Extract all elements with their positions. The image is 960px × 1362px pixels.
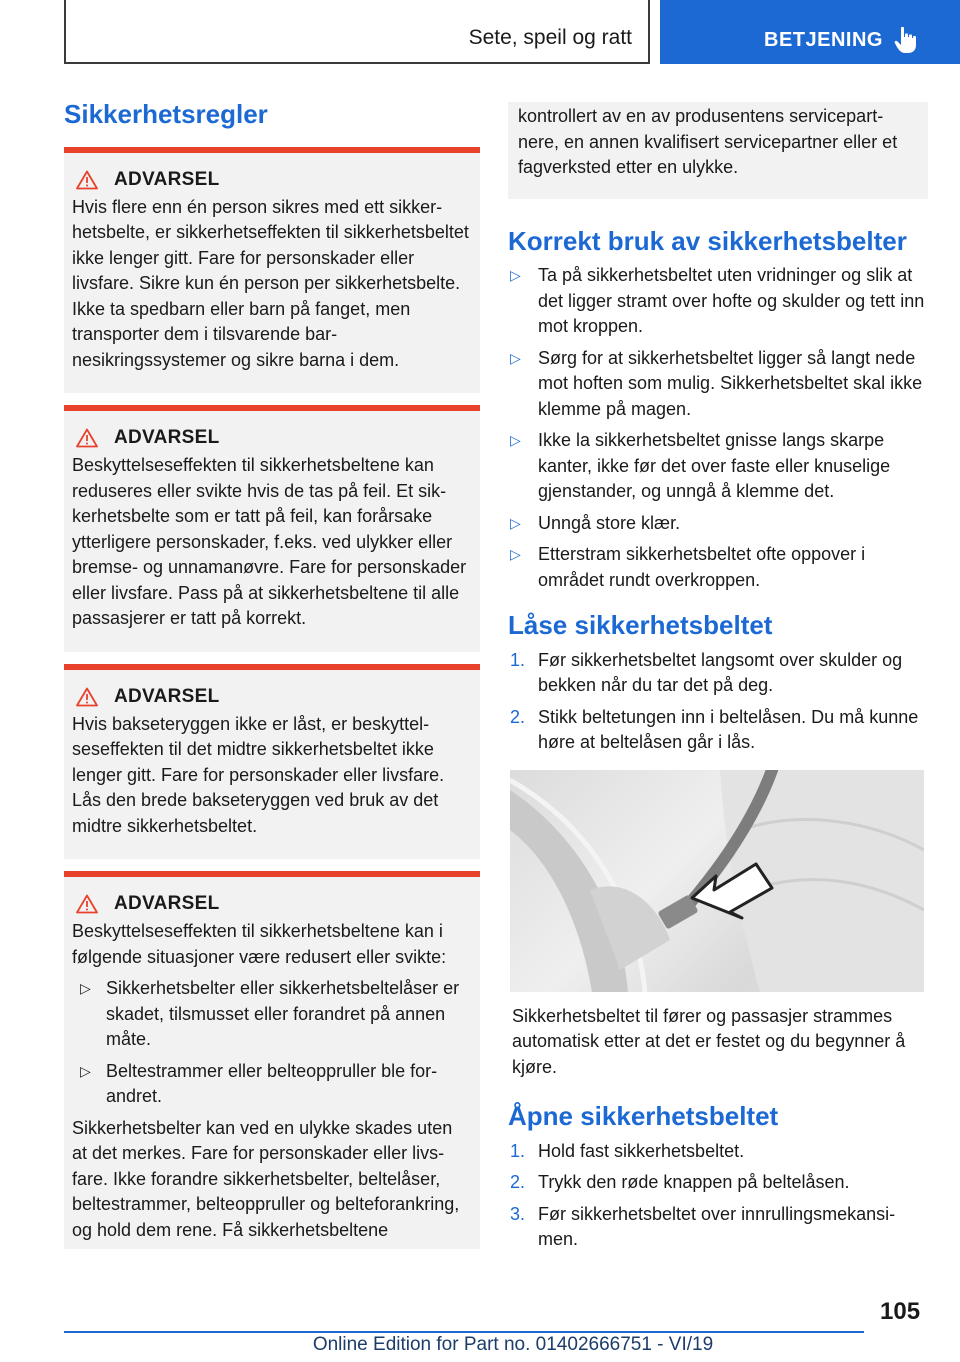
warning-label: ADVARSEL bbox=[114, 427, 220, 449]
triangle-right-icon: ▷ bbox=[510, 432, 521, 449]
warning-box-2 bbox=[64, 405, 480, 652]
warning-triangle-icon bbox=[76, 894, 98, 914]
left-column bbox=[64, 100, 480, 1249]
page-number: 105 bbox=[880, 1298, 921, 1325]
list-item: 1. Før sikkerhetsbeltet langsomt over skulder og bekken når du tar det på deg. bbox=[510, 649, 903, 696]
page-header bbox=[0, 0, 960, 66]
photo-caption: Sikkerhetsbeltet til fører og passasjer strammes automatisk etter at det er festet og du begynner å kjøre. bbox=[512, 1005, 906, 1077]
warning-label: ADVARSEL bbox=[114, 168, 220, 190]
list-item: 2. Trykk den røde knappen på beltelåsen. bbox=[510, 1172, 850, 1193]
warning-triangle-icon bbox=[76, 428, 98, 448]
list-item: ▷ Etterstram sikkerhetsbeltet ofte oppover i området rundt overkroppen. bbox=[510, 544, 866, 590]
warning-outro: Sikkerhetsbelter kan ved en ulykke skades uten at det merkes. Fare for personskader eller livsfare. Ikke forandre sikkerhetsbelter, beltelåser, beltestrammer, belteoppruller og belteforankring, og hold dem rene. Få sikkerhetsbeltene bbox=[72, 1117, 460, 1240]
warning-text: Beskyttelseseffekten til sikkerhetsbeltene kan reduseres eller svikte hvis de tas på feil. Et sikkerhetsbelte som er tatt på feil, kan forårsake ytterligere personskader, f.eks. ved ulykker eller bremse- og unnamanøvre. Fare for personskader eller livsfare. Pass på at sikkerhetsbeltene til alle passasjerer er tatt på korrekt. bbox=[72, 455, 467, 629]
warning-triangle-icon bbox=[76, 687, 98, 707]
warning-bullet-list bbox=[72, 976, 472, 1110]
open-steps-list bbox=[508, 1139, 928, 1253]
hand-pointer-icon bbox=[894, 26, 918, 54]
section-header-box bbox=[64, 0, 650, 64]
list-item: 2. Stikk beltetungen inn i beltelåsen. Du må kunne høre at beltelåsen går i lås. bbox=[510, 706, 919, 753]
warning-label: ADVARSEL bbox=[114, 685, 220, 707]
list-item: 3. Før sikkerhetsbeltet over innrullingsmekansimen. bbox=[510, 1203, 896, 1250]
warning-intro: Beskyttelseseffekten til sikkerhetsbeltene kan i følgende situasjoner være redusert eller svikte: bbox=[72, 921, 447, 967]
section-title: Sete, speil og ratt bbox=[468, 26, 632, 49]
warning-text: Hvis flere enn én person sikres med ett sikkerhetsbelte, er sikkerhetseffekten til sikkerhetsbeltet ikke lenger gitt. Fare for personskader eller livsfare. Sikre kun én person per sikkerhetsbelte. Ikke ta spedbarn eller barn på fanget, men transporter dem i tilsvarende barnesikringssystemer og sikre barna i dem. bbox=[72, 196, 469, 370]
warning-text: Hvis bakseteryggen ikke er låst, er beskyttelseseffekten til det midtre sikkerhetsbeltet ikke lenger gitt. Fare for personskader eller livsfare. Lås den brede bakseteryggen ved bruk av det midtre sikkerhetsbeltet. bbox=[72, 713, 445, 836]
warning-label: ADVARSEL bbox=[114, 893, 220, 915]
footer-edition: Online Edition for Part no. 01402666751 - VI/19 bbox=[312, 1334, 714, 1355]
section-heading-correct-use: Korrekt bruk av sikkerhetsbelter bbox=[508, 225, 907, 256]
footer-divider bbox=[64, 1331, 864, 1333]
list-item: ▷ Ta på sikkerhetsbeltet uten vridninger og slik at det ligger stramt over hofte og skulder og tett inn mot kroppen. bbox=[510, 265, 925, 337]
triangle-right-icon: ▷ bbox=[510, 267, 521, 284]
list-item: ▷ Unngå store klær. bbox=[508, 511, 928, 537]
lock-steps-list bbox=[508, 648, 928, 756]
triangle-right-icon: ▷ bbox=[510, 546, 521, 563]
warning-triangle-icon bbox=[76, 170, 98, 190]
seat-belt-illustration bbox=[510, 770, 924, 992]
chapter-title: BETJENING bbox=[764, 29, 883, 51]
warning-box-1 bbox=[64, 147, 480, 394]
triangle-right-icon: ▷ bbox=[510, 349, 521, 366]
list-item: ▷ Sørg for at sikkerhetsbeltet ligger så langt nede mot hoften som mulig. Sikkerhetsbeltet skal ikke klemme på magen. bbox=[510, 347, 923, 419]
list-item: ▷ Beltestrammer eller belteoppruller ble forandret. bbox=[80, 1060, 438, 1107]
triangle-right-icon: ▷ bbox=[80, 980, 91, 997]
correct-use-list bbox=[508, 263, 928, 593]
warning-continuation: kontrollert av en av produsentens servicepartnere, en annen kvalifisert servicepartner eller et fagverksted etter en ulykke. bbox=[508, 102, 928, 199]
right-column bbox=[508, 100, 928, 1259]
list-item: ▷ Sikkerhetsbelter eller sikkerhetsbeltelåser er skadet, tilsmusset eller forandret på annen måte. bbox=[80, 978, 460, 1050]
warning-box-4 bbox=[64, 871, 480, 1249]
chapter-tab[interactable] bbox=[660, 0, 960, 64]
triangle-right-icon: ▷ bbox=[510, 514, 521, 531]
triangle-right-icon: ▷ bbox=[80, 1062, 91, 1079]
list-item: 1. Hold fast sikkerhetsbeltet. bbox=[510, 1140, 745, 1161]
seat-belt-photo bbox=[510, 770, 924, 992]
list-item: ▷ Ikke la sikkerhetsbeltet gnisse langs skarpe kanter, ikke før det over faste eller knuselige gjenstander, og unngå å klemme det. bbox=[510, 430, 891, 502]
section-heading-lock-belt: Låse sikkerhetsbeltet bbox=[508, 610, 773, 641]
section-heading-open-belt: Åpne sikkerhetsbeltet bbox=[508, 1101, 779, 1132]
section-heading-safety-rules: Sikkerhetsregler bbox=[64, 99, 268, 129]
warning-box-3 bbox=[64, 664, 480, 860]
